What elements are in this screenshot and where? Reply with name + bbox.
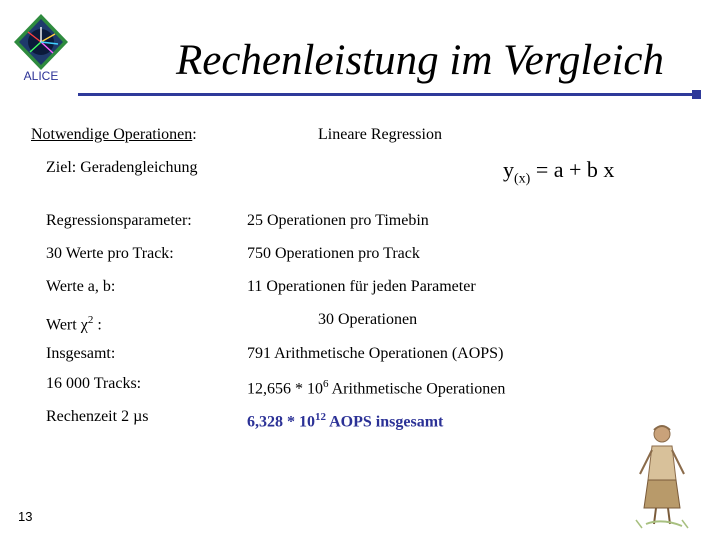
time-label: [46, 407, 149, 427]
goal-label: Ziel: Geradengleichung: [46, 159, 198, 176]
formula-y: y: [503, 157, 514, 182]
operations-heading: [31, 125, 197, 145]
chi-superscript: 2: [87, 314, 94, 326]
chi-label: [46, 310, 102, 335]
operations-heading-colon: :: [192, 126, 197, 143]
regression-heading: Lineare Regression: [318, 126, 442, 143]
tracks-value-exponent: 6: [323, 378, 329, 390]
time-label-prefix: Rechenzeit 2: [46, 408, 134, 425]
page-number: 13: [18, 509, 33, 524]
title-underline: [78, 93, 693, 96]
row-label: Regressionsparameter:: [46, 212, 192, 229]
total-value: 791 Arithmetische Operationen (AOPS): [247, 345, 504, 362]
time-value-suffix: AOPS insgesamt: [326, 413, 444, 431]
alice-logo: [10, 12, 72, 84]
row-value: 750 Operationen pro Track: [247, 245, 420, 262]
row-value: 25 Operationen pro Timebin: [247, 212, 429, 229]
tracks-label: 16 000 Tracks:: [46, 375, 142, 392]
standing-figure-icon: [632, 420, 692, 530]
row-label: Werte a, b:: [46, 278, 116, 295]
slide-title: Rechenleistung im Vergleich: [176, 37, 664, 84]
operations-heading-text: Notwendige Operationen: [31, 126, 193, 143]
title-underline-end: [692, 90, 701, 99]
chi-label-prefix: Wert: [46, 316, 81, 334]
time-value-prefix: 6,328 * 10: [247, 413, 315, 431]
row-value: 11 Operationen für jeden Parameter: [247, 278, 476, 295]
regression-formula: [503, 157, 614, 192]
row-label: 30 Werte pro Track:: [46, 245, 174, 262]
total-label: Insgesamt:: [46, 345, 116, 362]
decorative-figure: [632, 420, 692, 530]
svg-text:ALICE: ALICE: [23, 69, 59, 83]
formula-rest: = a + b x: [530, 157, 615, 182]
formula-subscript: (x): [514, 171, 531, 187]
tracks-value-suffix: Arithmetische Operationen: [328, 380, 506, 398]
time-label-unit: µs: [133, 408, 149, 425]
time-value: [247, 407, 443, 432]
tracks-value-prefix: 12,656 * 10: [247, 380, 323, 398]
chi-label-suffix: :: [93, 316, 102, 334]
chi-value: 30 Operationen: [318, 311, 418, 328]
time-value-exponent: 12: [315, 411, 326, 423]
chi-symbol: χ: [80, 316, 88, 334]
tracks-value: [247, 374, 505, 399]
alice-logo-icon: [10, 12, 72, 84]
